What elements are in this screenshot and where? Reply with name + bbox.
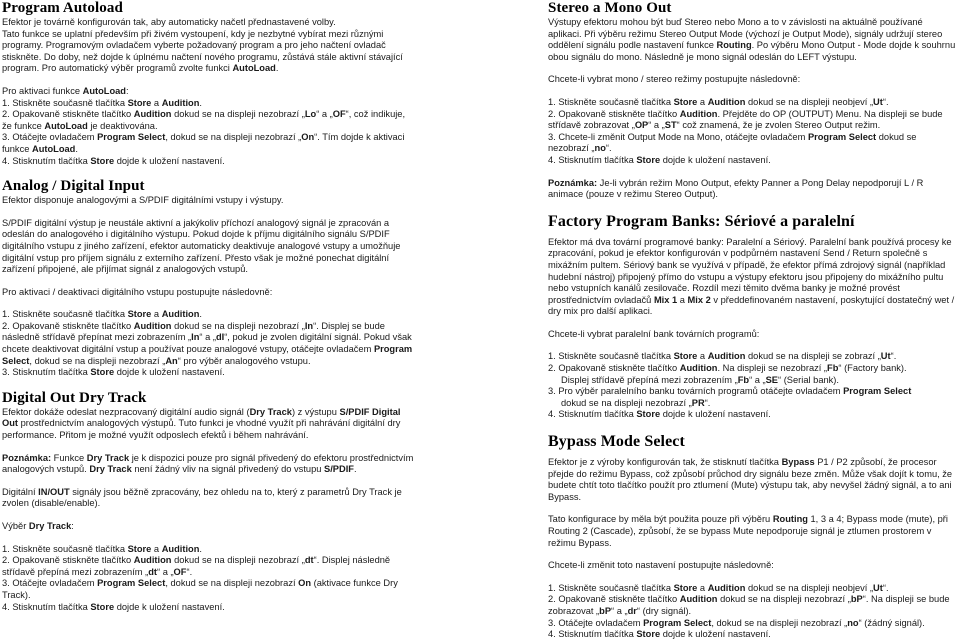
list-item: 1. Stiskněte současně tlačítka Store a Audition. bbox=[2, 309, 202, 320]
right-column bbox=[548, 0, 958, 641]
bypass-steps bbox=[548, 583, 958, 641]
list-item: 3. Pro výběr paralelního banku továrních programů otáčejte ovladačem Program Select dokud se na displeji nezobrazí „PR“. bbox=[548, 386, 912, 408]
section-title-bypass: Bypass Mode Select bbox=[548, 433, 685, 451]
stereo-note: Poznámka: Je-li vybrán režim Mono Output, efekty Panner a Pong Delay nepodporují L / R animace (pouze v režimu Stereo Output). bbox=[548, 177, 924, 200]
analog-paragraph-1: Efektor disponuje analogovými a S/PDIF digitálními vstupy i výstupy. bbox=[2, 195, 284, 206]
autoload-steps bbox=[2, 98, 414, 168]
bypass-paragraph-1: Efektor je z výroby konfigurován tak, že stisknutí tlačítka Bypass P1 / P2 způsobí, že procesor přejde do režimu Bypass, což způsobí průchod dry signálu beze změn. Může však dojít k tomu, že budete chtít toto tlačítko použít pro ztlumení (Mute) výstupu tak, aby nevyšel žádný signál, a to ani Bypass. bbox=[548, 457, 953, 502]
analog-paragraph-3: Pro aktivaci / deaktivaci digitálního vstupu postupujte následovně: bbox=[2, 286, 273, 297]
list-item: 4. Stisknutím tlačítka Store dojde k uložení nastavení. bbox=[548, 629, 771, 640]
dry-paragraph-3: Digitální IN/OUT signály jsou běžně zpracovány, bez ohledu na to, který z parametrů Dry Track je zvolen (disable/enable). bbox=[2, 486, 402, 509]
list-item: 2. Opakovaně stiskněte tlačítko Audition dokud se na displeji nezobrazí „In“. Displej se bude následně střídavě přepínat mezi zobrazením „In“ a „dI“, pokud je zvolen digitální signál. Pokud však chcete deaktivovat digitální vstup a používat pouze analogové vstupy, otáčejte ovladačem Program Select, dokud se na displeji nezobrazí „An“ pro výběr analogového vstupu. bbox=[2, 320, 413, 366]
factory-paragraph-2: Chcete-li vybrat paralelní bank továrních programů: bbox=[548, 328, 760, 339]
list-item: 1. Stiskněte současně tlačítka Store a Audition dokud se na displeji se zobrazí „Ut“. bbox=[548, 351, 897, 362]
list-item: 3. Otáčejte ovladačem Program Select, dokud se na displeji nezobrazí „On“. Tím dojde k aktivaci funkce AutoLoad. bbox=[2, 132, 405, 154]
list-item: 4. Stisknutím tlačítka Store dojde k uložení nastavení. bbox=[2, 601, 225, 612]
list-item: 1. Stiskněte současně tlačítka Store a Audition dokud se na displeji neobjeví „Ut“. bbox=[548, 96, 889, 107]
stereo-steps bbox=[548, 97, 958, 167]
list-item: 4. Stisknutím tlačítka Store dojde k uložení nastavení. bbox=[548, 154, 771, 165]
factory-steps bbox=[548, 351, 958, 421]
list-item: 3. Otáčejte ovladačem Program Select, dokud se na displeji nezobrazí „no“ (žádný signál). bbox=[548, 617, 925, 628]
list-item: 2. Opakovaně stiskněte tlačítko Audition. Přejděte do OP (OUTPUT) Menu. Na displeji se bude střídavě zobrazovat „OP“ a „ST“ což znamená, že je zvolen Stereo Output režim. bbox=[548, 108, 943, 131]
section-title-dry-track: Digital Out Dry Track bbox=[2, 389, 147, 406]
section-title-autoload: Program Autoload bbox=[2, 0, 123, 16]
section-title-stereo-mono: Stereo a Mono Out bbox=[548, 0, 672, 16]
list-item: 1. Stiskněte současně tlačítka Store a Audition. bbox=[2, 97, 202, 108]
section-title-factory-banks: Factory Program Banks: Sériové a paralelní bbox=[548, 212, 855, 230]
list-item: 2. Opakovaně stiskněte tlačítko Audition dokud se na displeji nezobrazí „bP“. Na displeji se bude zobrazovat „bP“ a „dr“ (dry signál). bbox=[548, 594, 950, 616]
analog-paragraph-2: S/PDIF digitální výstup je neustále aktivní a jakýkoliv příchozí analogový signál je zpracován a odeslán do analogového i digitálního výstupu. Pokud dojde k příjmu digitálního signálu S/PDIF digitálního vstupu z jiného zařízení, efektor automaticky deaktivuje analogové vstupy a umožňuje digitální vstup pro příjem signálu z externího zařízení. Přesto však je možné ponechat digitální zařízení připojené, ale přijímat signál z analogových vstupů. bbox=[2, 217, 401, 275]
bypass-paragraph-3: Chcete-li změnit toto nastavení postupujte následovně: bbox=[548, 560, 774, 571]
list-item: 4. Stisknutím tlačítka Store dojde k uložení nastavení. bbox=[548, 409, 771, 420]
list-item: 4. Stisknutím tlačítka Store dojde k uložení nastavení. bbox=[2, 155, 225, 166]
dry-note: Poznámka: Funkce Dry Track je k dispozici pouze pro signál přivedený do efektoru prostřednictvím analogových vstupů. Dry Track není žádný vliv na signál přivedený do vstupu S/PDIF. bbox=[2, 452, 414, 475]
stereo-paragraph-2: Chcete-li vybrat mono / stereo režimy postupujte následovně: bbox=[548, 74, 801, 85]
left-column bbox=[2, 0, 414, 613]
bypass-paragraph-2: Tato konfigurace by měla být použita pouze při výběru Routing 1, 3 a 4; Bypass mode (mute), při Routing 2 (Cascade), způsobí, že se bypass Mute nepodporuje signál je ztlumen prostorem v režimu Bypass. bbox=[548, 514, 948, 548]
analog-steps bbox=[2, 309, 414, 379]
list-item: 3. Stisknutím tlačítka Store dojde k uložení nastavení. bbox=[2, 367, 225, 378]
list-item: 1. Stiskněte současně tlačítka Store a Audition. bbox=[2, 543, 202, 554]
list-item: 3. Chcete-li změnit Output Mode na Mono, otáčejte ovladačem Program Select dokud se nezobrazí „no“. bbox=[548, 131, 917, 154]
autoload-intro: Pro aktivaci funkce AutoLoad: bbox=[2, 85, 129, 96]
factory-paragraph-1: Efektor má dva tovární programové banky: Paralelní a Sériový. Paralelní bank používá procesy ke zpracování, pokud je efektor konfigurován v podpůrném nastavení Send / Return společně s mixážním pultem. Sériový bank se využívá v případě, že efektor přímá zdrojový signál (například hudební nástroj) připojený přímo do vstupu a výstupy efektoru jsou připojeny do mixážního pultu nebo vstupních kanálů zesilovače. Rozdíl mezi těmito dvěma banky je možné provést prostřednictvím ovladačů Mix 1 a Mix 2 v předdefinovaném nastavení, poskytující dostatečný wet / dry mix pro další aplikaci. bbox=[548, 236, 955, 317]
list-item: 1. Stiskněte současně tlačítka Store a Audition dokud se na displeji neobjeví „Ut“. bbox=[548, 582, 889, 593]
dry-paragraph-1: Efektor dokáže odeslat nezpracovaný digitální audio signál (Dry Track) z výstupu S/PDIF Digital Out prostřednictvím analogových výstupů. Tuto funkci je vhodné využít při nahrávání digitální dry performance. Přitom je možné využít odposlech efektů i během nahrávání. bbox=[2, 406, 401, 441]
list-item: 2. Opakovaně stiskněte tlačítko Audition dokud se na displeji nezobrazí „Lo“ a „OF“, což indikuje, že funkce AutoLoad je deaktivována. bbox=[2, 109, 406, 131]
list-item: 3. Otáčejte ovladačem Program Select, dokud se na displeji nezobrazí On (aktivace funkce Dry Track). bbox=[2, 578, 398, 600]
list-item: 2. Opakovaně stiskněte tlačítko Audition dokud se na displeji nezobrazí „dt“. Displej následně střídavě přepíná mezi zobrazením „dt“ a „OF“. bbox=[2, 555, 391, 577]
dry-select-label: Výběr Dry Track: bbox=[2, 521, 74, 531]
list-item: 2. Opakovaně stiskněte tlačítko Audition. Na displeji se nezobrazí „Fb“ (Factory bank). Displej střídavě přepíná mezi zobrazením „Fb“ a „SE“ (Serial bank). bbox=[548, 363, 907, 385]
section-title-analog: Analog / Digital Input bbox=[2, 178, 145, 195]
stereo-paragraph-1: Výstupy efektoru mohou být buď Stereo nebo Mono a to v závislosti na aktuálně používané aplikaci. Při výběru režimu Stereo Output Mode (výchozí je Output Mode), signály udržují stereo oddělení signálu podle nastavení funkce Routing. Po výběru Mono Output - Mode dojde k souhrnu obou signálu do mono. Následně je mono signál odeslán do LEFT výstupu. bbox=[548, 17, 956, 62]
autoload-paragraph: Efektor je továrně konfigurován tak, aby automaticky načetl přednastavené volby. Tato funkce se uplatní především při živém vystoupení, kdy je nezbytné vybírat mezi různými programy. Programovým ovladačem vyberte požadovaný program a pro jeho načtení ovladač stiskněte. Do doby, než dojde k úplnému načtení nového programu, zůstává stále aktivní stávající program. Pro automatický výběr programů zvolte funkci AutoLoad. bbox=[2, 17, 403, 74]
dry-steps bbox=[2, 544, 414, 614]
